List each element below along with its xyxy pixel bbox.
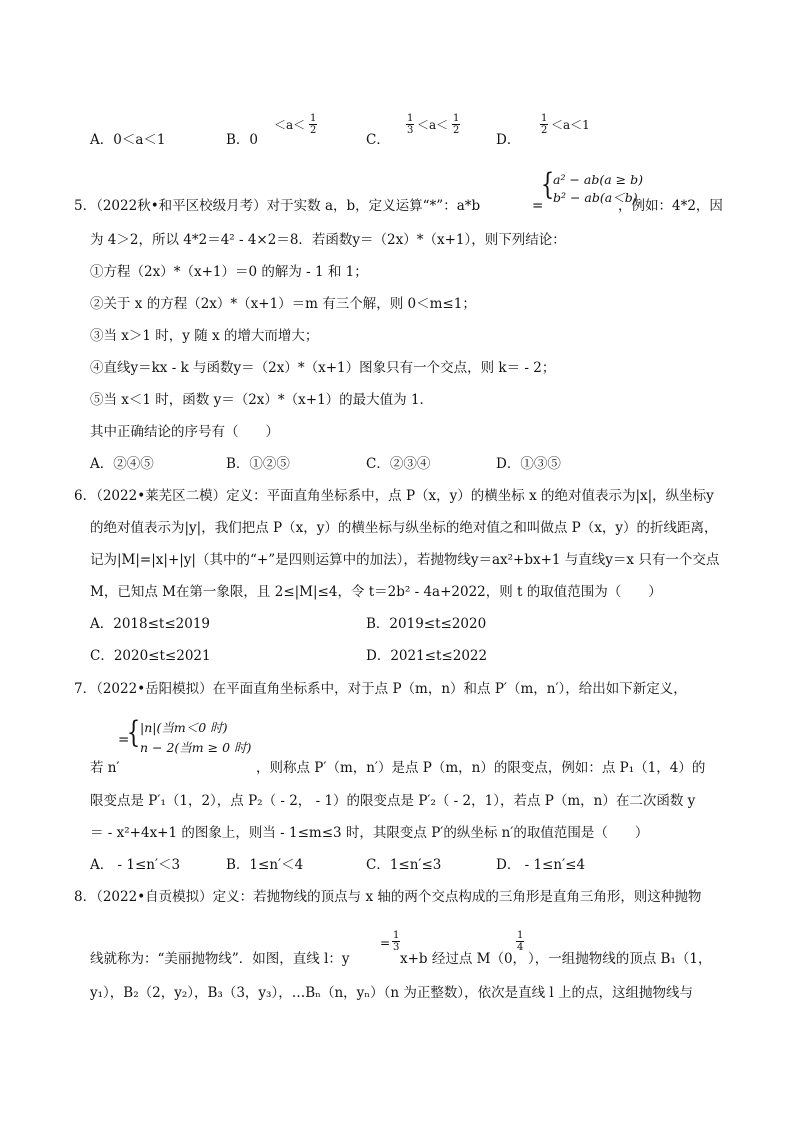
q4-option-b-prefix[interactable]: B．0	[226, 132, 259, 148]
q8-line-3: y₁），B₂（2，y₂），B₃（3，y₃），…Bₙ（n，yₙ）（n 为正整数），依次是直线 l 上的点，这组抛物线与	[90, 985, 694, 1001]
q5-option-c[interactable]: C．②③④	[366, 456, 431, 472]
q7-line-4: ＝ - x²+4x+1 的图象上，则当 - 1≤m≤3 时，其限变点 P′的纵坐标 n′的取值范围是（ ）	[90, 825, 649, 841]
q4-option-d-tail: ＜a＜1	[551, 118, 590, 132]
q5-statement-5: ⑤当 x＜1 时，函数 y＝（2x）*（x+1）的最大值为 1．	[90, 392, 434, 408]
q4-option-d-prefix[interactable]: D．	[496, 132, 521, 148]
q4-option-c-prefix[interactable]: C．	[366, 132, 390, 148]
q6-option-d[interactable]: D．2021≤t≤2022	[366, 648, 488, 664]
q6-line-1: 6．（2022•莱芜区二模）定义：平面直角坐标系中，点 P（x，y）的横坐标 x 的绝对值表示为|x|，纵坐标y	[74, 488, 714, 504]
q5-statement-1: ①方程（2x）*（x+1）＝0 的解为 - 1 和 1；	[90, 264, 368, 280]
q7-equals: =	[118, 732, 130, 748]
q4-option-c-tail: ＜a＜	[417, 118, 449, 132]
q5-piece-1: a² − ab(a ≥ b)	[553, 172, 643, 187]
q5-line-2: 为 4＞2，所以 4*2＝4² - 4×2＝8．若函数y＝（2x）*（x+1），则下列结论：	[90, 232, 566, 248]
q6-line-4: M，已知点 M在第一象限，且 2≤|M|≤4，令 t＝2b² - 4a+2022，则 t 的取值范围为（ ）	[90, 584, 662, 600]
q4-option-c-fraction-right: $\frac{1}{2}$	[453, 113, 460, 136]
q5-option-a[interactable]: A．②④⑤	[90, 456, 154, 472]
q5-intro: 5．（2022秋•和平区校级月考）对于实数 a，b，定义运算“*”：a*b	[74, 198, 481, 214]
q8-equals: =	[380, 936, 391, 950]
q7-line-2-tail: ，则称点 P′（m，n′）是点 P（m，n）的限变点，例如：点 P₁（1，4）的	[256, 760, 706, 776]
q8-fraction-quarter: $\frac{1}{4}$	[517, 930, 524, 953]
q6-line-2: 的绝对值表示为|y|，我们把点 P（x，y）的横坐标与纵坐标的绝对值之和叫做点 P（x，y）的折线距离，	[90, 520, 718, 536]
q6-line-3: 记为|M|=|x|+|y|（其中的“+”是四则运算中的加法），若抛物线y＝ax²+bx+1 与直线y＝x 只有一个交点	[90, 552, 720, 568]
q5-piece-2: b² − ab(a＜b)	[553, 190, 638, 205]
q5-option-d[interactable]: D．①③⑤	[496, 456, 561, 472]
q5-question: 其中正确结论的序号有（ ）	[90, 424, 279, 440]
q5-brace: {	[540, 167, 555, 202]
q4-option-a[interactable]: A．0＜a＜1	[90, 132, 166, 148]
q8-line-2-b: x+b 经过点 M（0，	[400, 951, 527, 967]
q7-line-3: 限变点是 P′₁（1，2），点 P₂（ - 2， - 1）的限变点是 P′₂（ - 2，1），若点 P（m，n）在二次函数 y	[90, 793, 696, 809]
q7-piece-2: n − 2(当m ≥ 0 时)	[140, 740, 252, 755]
q8-line-2-a: 线就称为：“美丽抛物线”．如图，直线 l：y	[90, 951, 350, 967]
q4-option-b-fraction: $\frac{1}{2}$	[310, 113, 317, 136]
q7-line-1: 7．（2022•岳阳模拟）在平面直角坐标系中，对于点 P（m，n）和点 P′（m，n′），给出如下新定义，	[74, 681, 687, 697]
q7-brace: {	[126, 715, 141, 750]
q7-piece-1: |n|(当m＜0 时)	[140, 720, 228, 735]
q7-option-c[interactable]: C．1≤n′≤3	[366, 857, 442, 873]
q7-lead: 若 n′	[90, 760, 120, 776]
q7-option-d[interactable]: D． - 1≤n′≤4	[496, 857, 586, 873]
q8-fraction-third: $\frac{1}{3}$	[393, 930, 400, 953]
q8-line-1: 8．（2022•自贡模拟）定义：若抛物线的顶点与 x 轴的两个交点构成的三角形是直角三角形，则这种抛物	[74, 889, 702, 905]
q8-line-2-c: ），一组抛物线的顶点 B₁（1，	[528, 951, 712, 967]
q6-option-c[interactable]: C．2020≤t≤2021	[90, 648, 211, 664]
q4-option-d-fraction: $\frac{1}{2}$	[541, 113, 548, 136]
q5-equals: =	[532, 198, 544, 214]
q6-option-b[interactable]: B．2019≤t≤2020	[366, 616, 487, 632]
q7-option-b[interactable]: B．1≤n′＜4	[226, 857, 304, 873]
q7-option-a[interactable]: A． - 1≤n′＜3	[90, 857, 181, 873]
q5-option-b[interactable]: B．①②⑤	[226, 456, 290, 472]
q4-option-c-fraction-left: $\frac{1}{3}$	[407, 113, 414, 136]
q5-statement-3: ③当 x＞1 时，y 随 x 的增大而增大；	[90, 328, 319, 344]
q6-option-a[interactable]: A．2018≤t≤2019	[90, 616, 211, 632]
q5-statement-4: ④直线y＝kx - k 与函数y＝（2x）*（x+1）图象只有一个交点，则 k＝ - 2；	[90, 360, 556, 376]
q5-statement-2: ②关于 x 的方程（2x）*（x+1）＝m 有三个解，则 0＜m≤1；	[90, 296, 476, 312]
q4-option-b-tail: ＜a＜	[274, 118, 306, 132]
q5-example: ，例如：4*2，因	[618, 198, 723, 214]
